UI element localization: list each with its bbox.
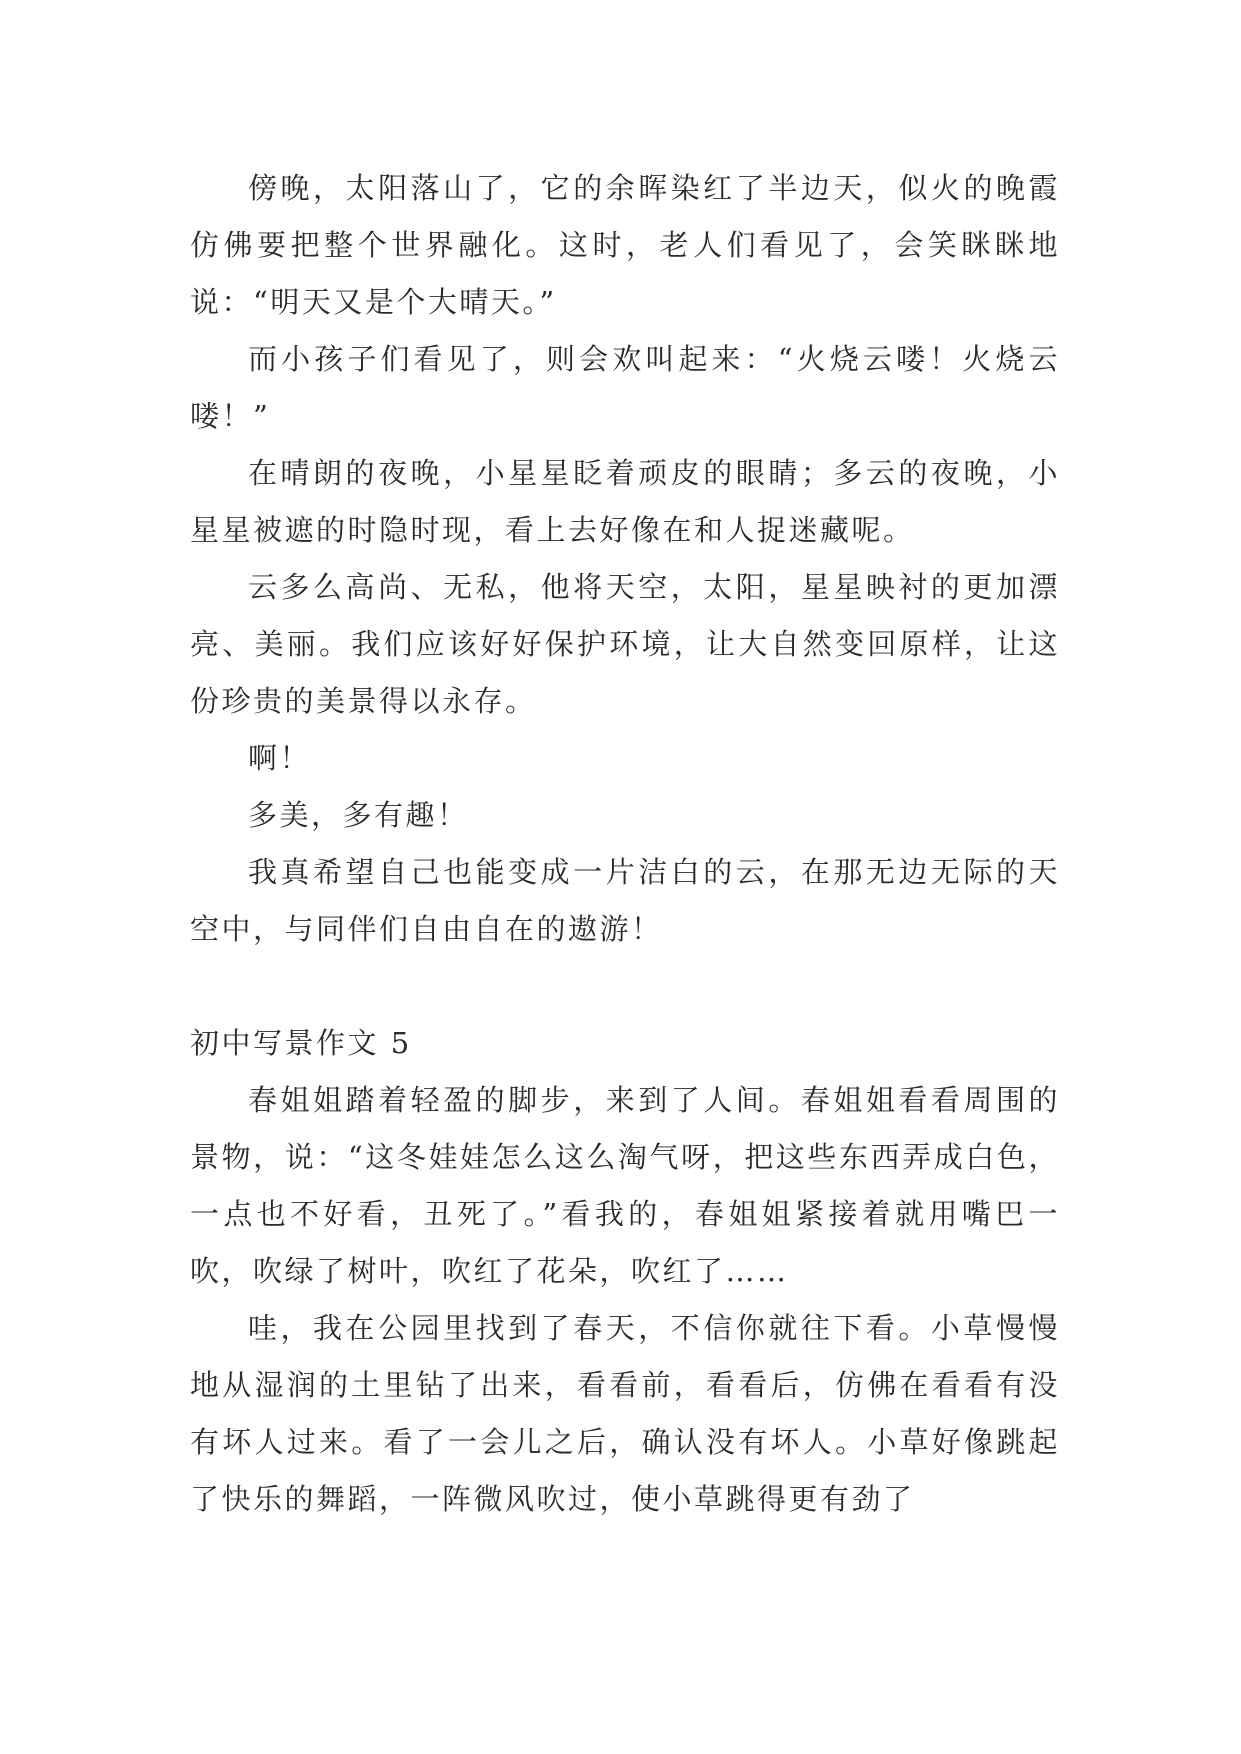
section-gap: [190, 958, 1060, 1015]
paragraph-sunset: 傍晚，太阳落山了，它的余晖染红了半边天，似火的晚霞仿佛要把整个世界融化。这时，老人们看见了，会笑眯眯地说：“明天又是个大晴天。”: [190, 171, 1060, 319]
section-title: 初中写景作文 5: [190, 1026, 412, 1060]
paragraph-beautiful: 多美，多有趣！: [248, 798, 469, 832]
paragraph-clouds-noble: 云多么高尚、无私，他将天空，太阳，星星映衬的更加漂亮、美丽。我们应该好好保护环境，让大自然变回原样，让这份珍贵的美景得以永存。: [190, 570, 1060, 718]
paragraph-spring-sister: 春姐姐踏着轻盈的脚步，来到了人间。春姐姐看看周围的景物，说：“这冬娃娃怎么这么淘气呀，把这些东西弄成白色，一点也不好看，丑死了。”看我的，春姐姐紧接着就用嘴巴一吹，吹绿了树叶，吹红了花朵，吹红了……: [190, 1083, 1060, 1288]
paragraph-wish: 我真希望自己也能变成一片洁白的云，在那无边无际的天空中，与同伴们自由自在的遨游！: [190, 855, 1060, 946]
paragraph-ah: 啊！: [248, 741, 312, 775]
document-body: [190, 160, 1060, 1528]
paragraph-stars: 在晴朗的夜晚，小星星眨着顽皮的眼睛；多云的夜晚，小星星被遮的时隐时现，看上去好像在和人捉迷藏呢。: [190, 456, 1060, 547]
paragraph-park-spring: 哇，我在公园里找到了春天，不信你就往下看。小草慢慢地从湿润的土里钻了出来，看看前，看看后，仿佛在看看有没有坏人过来。看了一会儿之后，确认没有坏人。小草好像跳起了快乐的舞蹈，一阵微风吹过，使小草跳得更有劲了: [190, 1311, 1060, 1516]
paragraph-children: 而小孩子们看见了，则会欢叫起来：“火烧云喽！火烧云喽！”: [190, 342, 1060, 433]
